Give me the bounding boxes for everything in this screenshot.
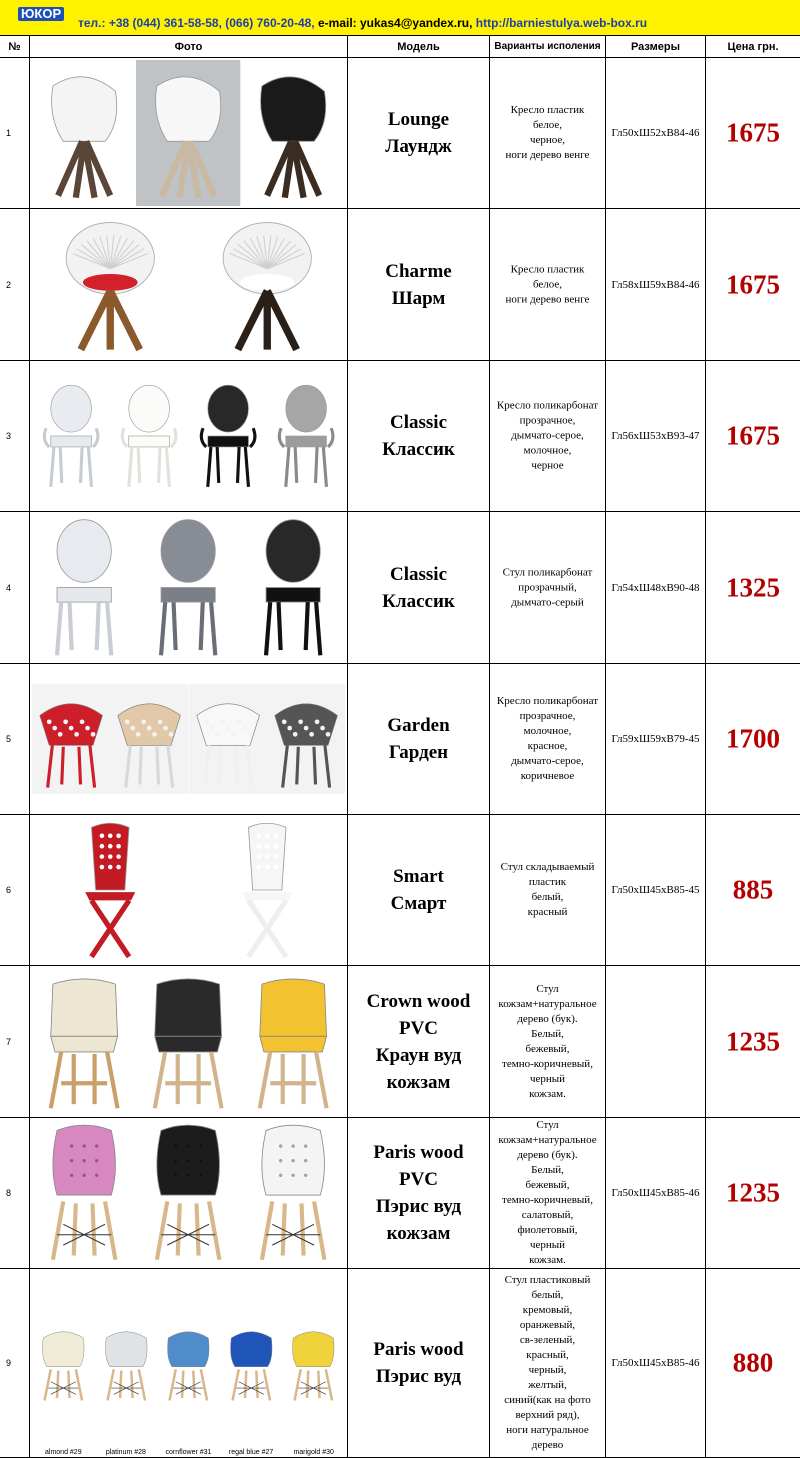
table-row xyxy=(0,1118,800,1269)
phone-text: тел.: +38 (044) 361-58-58, (066) 760-20-48, xyxy=(78,16,315,30)
size-cell xyxy=(606,209,706,360)
product-photos xyxy=(32,363,345,509)
model-cell xyxy=(348,1118,490,1268)
size-cell xyxy=(606,966,706,1117)
product-photo xyxy=(267,666,345,812)
price-cell xyxy=(706,1118,800,1268)
variants-text: Стул пластиковый белый, кремовый, оранжевый, св-зеленый, красный, черный, желтый, синий(как на фото верхний ряд), ноги натуральное дерево xyxy=(504,1274,591,1451)
price-text: 1235 xyxy=(726,1177,780,1208)
row-number: 2 xyxy=(6,279,12,290)
size-text: Гл54хШ48хВ90-48 xyxy=(611,581,700,594)
variants-text: Стул кожзам+натуральное дерево (бук). Белый, бежевый, темно-коричневый, салатовый, фиолетовый, черный кожзам. xyxy=(498,1119,597,1266)
product-photos xyxy=(32,514,345,661)
model-name: Lounge Лаундж xyxy=(385,109,452,157)
lounge-chair-white-icon xyxy=(136,60,240,206)
eames-chair-icon xyxy=(32,1271,95,1455)
product-photo xyxy=(220,1271,283,1455)
header-bar xyxy=(0,0,800,36)
photo-cell xyxy=(30,815,348,965)
table-row xyxy=(0,209,800,361)
product-photo xyxy=(241,60,345,206)
variants-text: Кресло поликарбонат прозрачное, дымчато-серое, молочное, черное xyxy=(496,399,599,472)
model-name: Charme Шарм xyxy=(385,260,452,309)
price-text: 1325 xyxy=(726,572,780,602)
variants-cell xyxy=(490,1118,606,1268)
model-cell xyxy=(348,361,490,511)
charme-chair-icon xyxy=(32,211,189,358)
size-cell xyxy=(606,1118,706,1268)
variants-cell xyxy=(490,58,606,208)
price-text: 885 xyxy=(732,874,774,905)
product-photos xyxy=(32,211,345,358)
row-number: 1 xyxy=(6,128,12,138)
photo-cell xyxy=(30,361,348,511)
variants-text: Стул поликарбонат прозрачный, дымчато-серый xyxy=(502,566,593,608)
row-number: 3 xyxy=(6,431,12,441)
price-text: 1675 xyxy=(726,269,780,299)
row-number-cell xyxy=(0,58,30,208)
model-name: Garden Гарден xyxy=(387,715,450,763)
size-text: Гл50хШ45хВ85-46 xyxy=(611,1357,700,1369)
color-caption: cornflower #31 xyxy=(165,1449,212,1456)
row-number: 8 xyxy=(6,1188,12,1198)
col-size-header: Размеры xyxy=(606,36,706,58)
ghost-chair-icon xyxy=(32,514,136,661)
model-name: Classic Классик xyxy=(382,563,455,612)
product-photo xyxy=(32,363,110,509)
product-photos xyxy=(32,666,345,812)
product-photo xyxy=(241,968,345,1115)
product-photo xyxy=(267,363,345,509)
eames-chair-icon xyxy=(220,1271,283,1455)
variants-cell xyxy=(490,966,606,1117)
size-text: Гл50хШ45хВ85-45 xyxy=(611,884,700,896)
product-photo xyxy=(241,1120,345,1266)
row-number: 4 xyxy=(6,582,12,593)
color-caption: almond #29 xyxy=(45,1449,82,1456)
price-cell xyxy=(706,361,800,511)
product-photo xyxy=(32,666,110,812)
row-number-cell xyxy=(0,361,30,511)
color-caption: platinum #28 xyxy=(105,1449,146,1456)
product-photo xyxy=(157,1271,220,1455)
col-price-header: Цена грн. xyxy=(706,36,800,58)
product-photo xyxy=(32,1271,95,1455)
row-number: 6 xyxy=(6,885,12,895)
folding-chair-icon xyxy=(32,817,189,963)
table-row xyxy=(0,512,800,664)
paris-chair-icon xyxy=(136,1120,240,1266)
table-row xyxy=(0,966,800,1118)
product-photo xyxy=(136,60,240,206)
variants-text: Кресло поликарбонат прозрачное, молочное, красное, дымчато-серое, коричневое xyxy=(496,695,599,782)
size-cell xyxy=(606,361,706,511)
variants-cell xyxy=(490,209,606,360)
row-number-cell xyxy=(0,209,30,360)
ghost-chair-icon xyxy=(136,514,240,661)
crown-chair-icon xyxy=(136,968,240,1115)
model-name: Paris wood Пэрис вуд xyxy=(373,1339,464,1387)
variants-cell xyxy=(490,664,606,814)
product-photo xyxy=(32,968,136,1115)
model-cell xyxy=(348,1269,490,1457)
photo-cell xyxy=(30,966,348,1117)
size-text: Гл50хШ52хВ84-46 xyxy=(611,127,700,139)
photo-cell xyxy=(30,512,348,663)
product-photo xyxy=(282,1271,345,1455)
size-cell xyxy=(606,512,706,663)
product-photo xyxy=(136,514,240,661)
photo-cell xyxy=(30,209,348,360)
ghost-armchair-icon xyxy=(189,363,267,509)
ghost-chair-icon xyxy=(241,514,345,661)
product-photos xyxy=(32,817,345,963)
size-text: Гл56хШ53хВ93-47 xyxy=(611,430,700,442)
row-number: 7 xyxy=(6,1036,12,1047)
ghost-armchair-icon xyxy=(32,363,110,509)
garden-chair-icon xyxy=(267,666,345,812)
crown-chair-icon xyxy=(241,968,345,1115)
eames-chair-icon xyxy=(95,1271,158,1455)
product-photo xyxy=(110,666,188,812)
table-row xyxy=(0,361,800,512)
row-number-cell xyxy=(0,1118,30,1268)
paris-chair-icon xyxy=(241,1120,345,1266)
ghost-armchair-icon xyxy=(110,363,188,509)
product-photo xyxy=(32,514,136,661)
table-row xyxy=(0,1269,800,1458)
price-text: 880 xyxy=(732,1347,774,1378)
product-photos xyxy=(32,1120,345,1266)
garden-chair-icon xyxy=(189,666,267,812)
product-photo xyxy=(136,1120,240,1266)
price-cell xyxy=(706,58,800,208)
product-photo xyxy=(32,817,189,963)
crown-chair-icon xyxy=(32,968,136,1115)
price-cell xyxy=(706,966,800,1117)
size-text: Гл58хШ59хВ84-46 xyxy=(611,278,700,291)
product-photo xyxy=(110,363,188,509)
product-photo xyxy=(189,211,346,358)
price-text: 1700 xyxy=(726,723,780,754)
size-cell xyxy=(606,58,706,208)
variants-text: Стул складываемый пластик белый, красный xyxy=(500,861,595,918)
price-cell xyxy=(706,664,800,814)
price-cell xyxy=(706,512,800,663)
product-photo xyxy=(32,211,189,358)
variants-text: Кресло пластик белое, черное, ноги дерево венге xyxy=(505,104,590,161)
product-photos xyxy=(32,1271,345,1455)
row-number-cell xyxy=(0,1269,30,1457)
photo-cell xyxy=(30,664,348,814)
col-model-header: Модель xyxy=(348,36,490,58)
row-number-cell xyxy=(0,966,30,1117)
ghost-armchair-icon xyxy=(267,363,345,509)
product-photo xyxy=(189,666,267,812)
variants-cell xyxy=(490,512,606,663)
contact-line xyxy=(78,16,647,30)
row-number: 9 xyxy=(6,1358,12,1368)
product-photo xyxy=(32,60,136,206)
model-cell xyxy=(348,58,490,208)
size-cell xyxy=(606,1269,706,1457)
size-text: Гл59хШ59хВ79-45 xyxy=(611,733,700,745)
garden-chair-icon xyxy=(110,666,188,812)
table-header xyxy=(0,36,800,58)
product-photo xyxy=(95,1271,158,1455)
product-photos xyxy=(32,968,345,1115)
row-number-cell xyxy=(0,815,30,965)
col-photo-header: Фото xyxy=(30,36,348,58)
variants-cell xyxy=(490,1269,606,1457)
photo-cell xyxy=(30,1118,348,1268)
product-photo xyxy=(136,968,240,1115)
lounge-chair-black-icon xyxy=(241,60,345,206)
variants-text: Кресло пластик белое, ноги дерево венге xyxy=(505,263,590,305)
product-photo xyxy=(32,1120,136,1266)
row-number-cell xyxy=(0,512,30,663)
price-cell xyxy=(706,1269,800,1457)
garden-chair-icon xyxy=(32,666,110,812)
price-text: 1675 xyxy=(726,420,780,451)
model-name: Crown wood PVC Краун вуд кожзам xyxy=(366,990,471,1093)
product-photo xyxy=(189,363,267,509)
variants-cell xyxy=(490,815,606,965)
table-row xyxy=(0,815,800,966)
color-caption: marigold #30 xyxy=(293,1449,334,1456)
col-variants-header: Варианты исполения xyxy=(490,36,606,58)
price-text: 1675 xyxy=(726,117,780,148)
product-photos xyxy=(32,60,345,206)
price-cell xyxy=(706,815,800,965)
model-cell xyxy=(348,966,490,1117)
model-cell xyxy=(348,664,490,814)
color-caption: regal blue #27 xyxy=(228,1449,274,1456)
photo-cell xyxy=(30,58,348,208)
product-photo xyxy=(189,817,346,963)
price-text: 1235 xyxy=(726,1026,780,1056)
charme-chair-icon xyxy=(189,211,346,358)
model-name: Paris wood PVC Пэрис вуд кожзам xyxy=(373,1142,464,1244)
email-text: e-mail: yukas4@yandex.ru, xyxy=(314,16,473,30)
size-cell xyxy=(606,664,706,814)
model-cell xyxy=(348,209,490,360)
row-number: 5 xyxy=(6,734,12,744)
photo-cell xyxy=(30,1269,348,1457)
price-cell xyxy=(706,209,800,360)
variants-cell xyxy=(490,361,606,511)
variants-text: Стул кожзам+натуральное дерево (бук). Белый, бежевый, темно-коричневый, черный кожзам. xyxy=(498,982,597,1100)
model-cell xyxy=(348,815,490,965)
model-name: Smart Смарт xyxy=(390,866,447,914)
model-cell xyxy=(348,512,490,663)
eames-chair-icon xyxy=(157,1271,220,1455)
row-number-cell xyxy=(0,664,30,814)
paris-chair-icon xyxy=(32,1120,136,1266)
folding-chair-icon xyxy=(189,817,346,963)
model-name: Classic Классик xyxy=(382,412,455,460)
col-num-header: № xyxy=(0,36,30,58)
size-cell xyxy=(606,815,706,965)
website-link[interactable]: http://barniestulya.web-box.ru xyxy=(472,16,648,30)
size-text: Гл50хШ45хВ85-46 xyxy=(611,1187,700,1199)
lounge-chair-white-icon xyxy=(32,60,136,206)
table-row xyxy=(0,664,800,815)
eames-chair-icon xyxy=(282,1271,345,1455)
product-photo xyxy=(241,514,345,661)
company-logo: ЮКОР xyxy=(18,7,64,21)
table-row xyxy=(0,58,800,209)
